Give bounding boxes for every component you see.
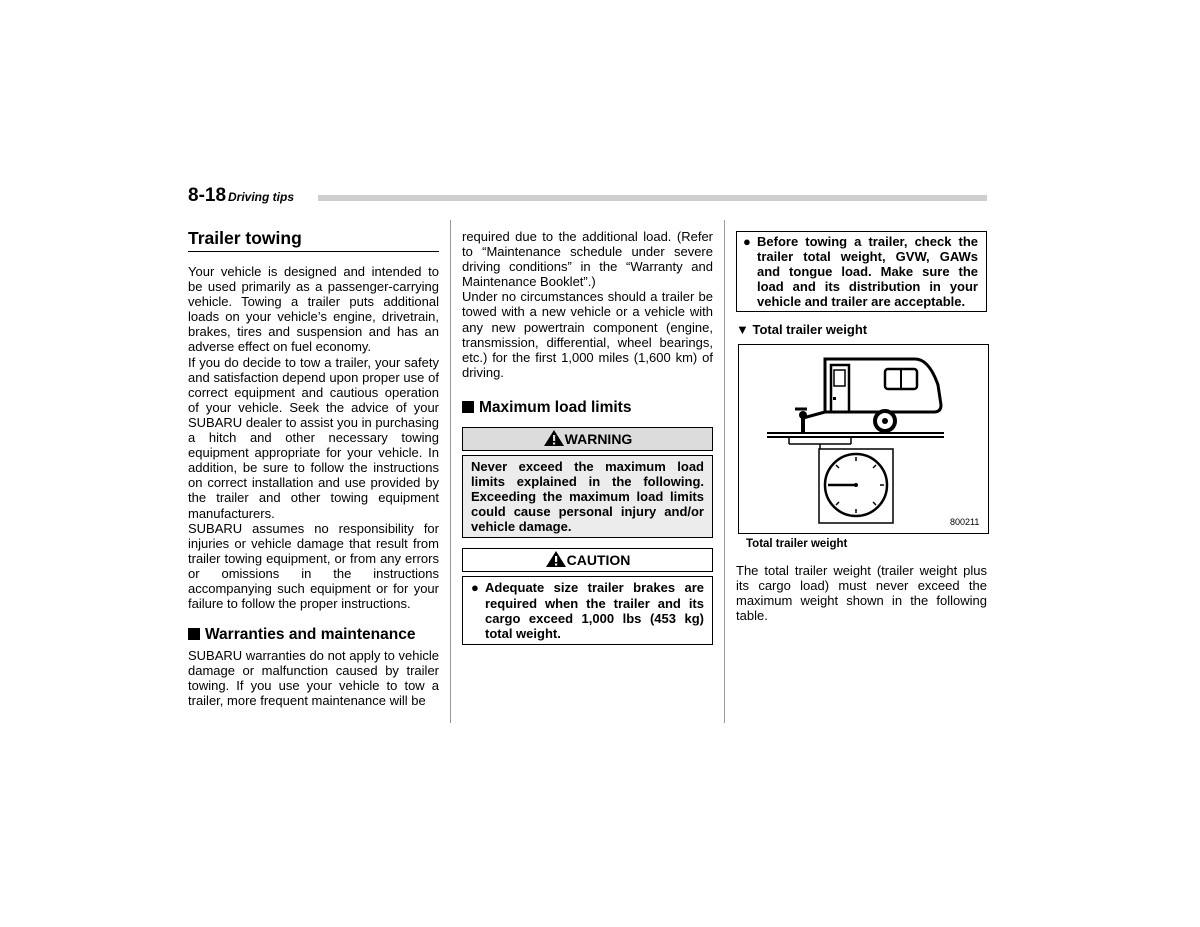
header-rule — [318, 195, 987, 201]
page-number: 8-18 — [188, 184, 230, 208]
column-divider-2 — [724, 220, 725, 723]
warning-text: Never exceed the maximum load limits explained in the following. Exceeding the maximum load limits could cause personal injury and/or vehicle damage. — [462, 455, 713, 538]
paragraph: SUBARU assumes no responsibility for injuries or vehicle damage that result from trailer towing equipment, or from any errors or omissions in the instructions accompanying such equipment or for your failure to follow the proper instructions. — [188, 520, 439, 612]
paragraph: Under no circumstances should a trailer be towed with a new vehicle or a vehicle with any new powertrain component (engine, transmission, differential, wheel bearings, etc.) for the first 1,000 miles (1,600 km) of driving. — [462, 289, 713, 380]
caution-box — [462, 548, 713, 644]
warranties-heading: Warranties and maintenance — [188, 625, 439, 644]
trailer-scale-illustration — [739, 345, 988, 533]
figure-code: 800211 — [950, 517, 980, 527]
square-bullet-icon — [462, 401, 474, 413]
paragraph: SUBARU warranties do not apply to vehicle damage or malfunction caused by trailer towing. If you use your vehicle to tow a trailer, more frequent maintenance will be — [188, 648, 439, 709]
warning-box — [462, 427, 713, 538]
caution-text: ● Adequate size trailer brakes are required when the trailer and its cargo exceed 1,000 lbs (453 kg) total weight. — [462, 576, 713, 644]
column-1 — [188, 227, 439, 709]
paragraph: required due to the additional load. (Refer to “Maintenance schedule under severe driving conditions” in the “Warranty and Maintenance Booklet”.) — [462, 229, 713, 290]
note-box: ● Before towing a trailer, check the trailer total weight, GVW, GAWs and tongue load. Make sure the load and its distribution in your vehicle and trailer are acceptable. — [736, 231, 987, 312]
trailer-weight-figure — [738, 344, 989, 534]
column-3 — [736, 231, 987, 337]
bullet-dot-icon: ● — [471, 580, 479, 596]
section-name: Driving tips — [228, 189, 298, 205]
square-bullet-icon — [188, 628, 200, 640]
paragraph: Your vehicle is designed and intended to be used primarily as a passenger-carrying vehicle. Towing a trailer puts additional loads on your vehicle’s engine, drivetrain, brakes, tires and suspension and has an adverse effect on fuel economy. — [188, 264, 439, 355]
paragraph: If you do decide to tow a trailer, your safety and satisfaction depend upon proper use of correct equipment and cautious operation of your vehicle. Seek the advice of your SUBARU dealer to assist you in purchasing a hitch and other necessary towing equipment appropriate for your vehicle. In addition, be sure to follow the instructions on correct installation and use provided by the trailer and other towing equipment manufacturers. — [188, 354, 439, 521]
section-title: Trailer towing — [188, 227, 439, 252]
paragraph: The total trailer weight (trailer weight plus its cargo load) must never exceed the maximum weight shown in the following table. — [736, 563, 987, 624]
column-2 — [462, 229, 713, 645]
column-3-text — [736, 563, 987, 623]
page-header — [188, 184, 987, 208]
triangle-down-icon: ▼ — [736, 322, 753, 338]
bullet-dot-icon: ● — [743, 234, 751, 249]
caution-title: CAUTION — [462, 548, 713, 572]
warning-triangle-icon — [543, 429, 565, 447]
caution-triangle-icon — [545, 550, 567, 568]
warning-title: WARNING — [462, 427, 713, 451]
figure-caption: Total trailer weight — [746, 538, 848, 550]
total-trailer-weight-subheading: ▼ Total trailer weight — [736, 322, 868, 338]
column-divider-1 — [450, 220, 451, 723]
max-load-heading: Maximum load limits — [462, 398, 713, 417]
